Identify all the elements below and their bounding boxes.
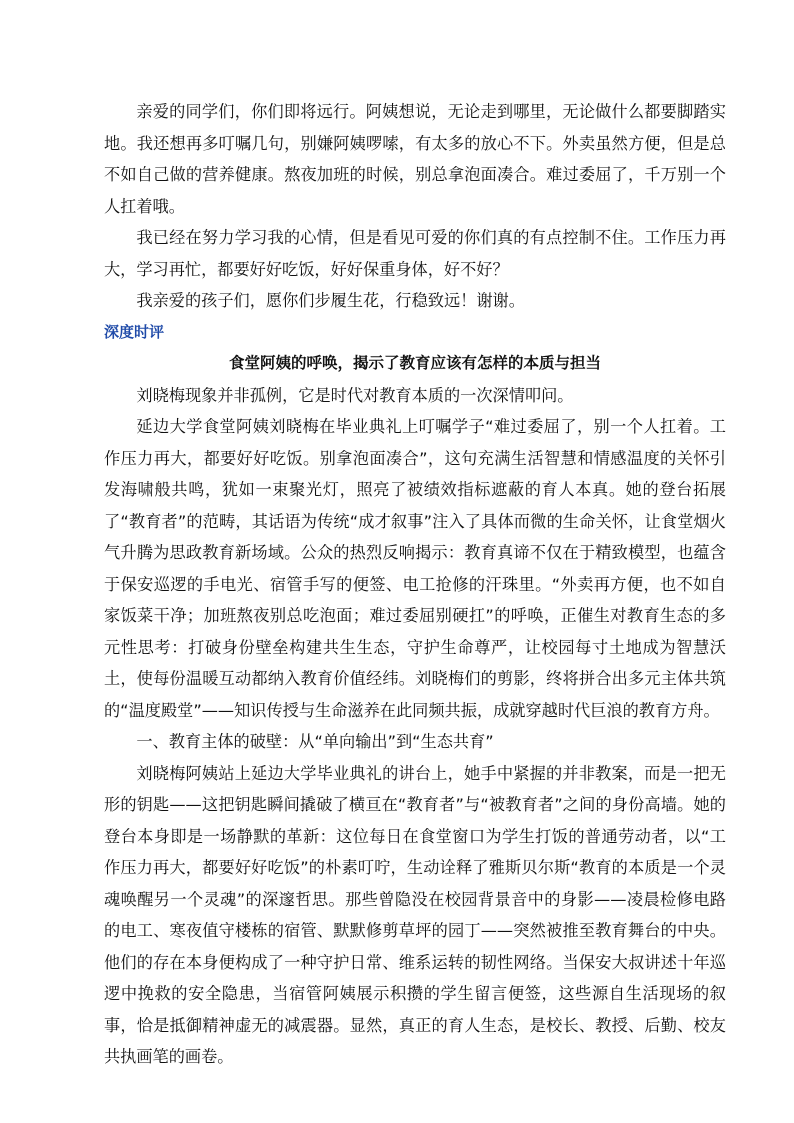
paragraph-section-one: 刘晓梅阿姨站上延边大学毕业典礼的讲台上，她手中紧握的并非教案，而是一把无形的钥匙——这把钥匙瞬间撬破了横亘在“教育者”与“被教育者”之间的身份高墙。她的登台本身即是一场静默的革新：这位每日在食堂窗口为学生打饭的普通劳动者，以“工作压力再大，都要好好吃饭”的朴素叮咛，生动诠释了雅斯贝尔斯“教育的本质是一个灵魂唤醒另一个灵魂”的深邃哲思。那些曾隐没在校园背景音中的身影——凌晨检修电路的电工、寒夜值守楼栋的宿管、默默修剪草坪的园丁——突然被推至教育舞台的中央。他们的存在本身便构成了一种守护日常、维系运转的韧性网络。当保安大叔讲述十年巡逻中挽救的安全隐患，当宿管阿姨展示积攒的学生留言便签，这些源自生活现场的叙事，恰是抵御精神虚无的减震器。显然，真正的育人生态，是校长、教授、后勤、校友共执画笔的画卷。 <box>104 763 726 1066</box>
paragraph-intro: 刘晓梅现象并非孤例，它是时代对教育本质的一次深情叩问。 <box>136 385 574 405</box>
paragraph-blessing: 我亲爱的孩子们，愿你们步履生花，行稳致远！谢谢。 <box>136 291 525 310</box>
paragraph-farewell: 亲爱的同学们，你们即将远行。阿姨想说，无论走到哪里，无论做什么都要脚踏实地。我还想再多叮嘱几句，别嫌阿姨啰嗦，有太多的放心不下。外卖虽然方便，但是总不如自己做的营养健康。熬夜加班的时候，别总拿泡面凑合。难过委屈了，千万别一个人扛着哦。 <box>104 102 726 216</box>
paragraph-commentary: 延边大学食堂阿姨刘晓梅在毕业典礼上叮嘱学子“难过委屈了，别一个人扛着。工作压力再大，都要好好吃饭。别拿泡面凑合”，这句充满生活智慧和情感温度的关怀引发海啸般共鸣，犹如一束聚光灯，照亮了被绩效指标遮蔽的育人本真。她的登台拓展了“教育者”的范畴，其话语为传统“成才叙事”注入了具体而微的生命关怀，让食堂烟火气升腾为思政教育新场域。公众的热烈反响揭示：教育真谛不仅在于精致模型，也蕴含于保安巡逻的手电光、宿管手写的便签、电工抢修的汗珠里。“外卖再方便，也不如自家饭菜干净；加班熬夜别总吃泡面；难过委屈别硬扛”的呼唤，正催生对教育生态的多元性思考：打破身份壁垒构建共生生态，守护生命尊严，让校园每寸土地成为智慧沃土，使每份温暖互动都纳入教育价值经纬。刘晓梅们的剪影，终将拼合出多元主体共筑的“温度殿堂”——知识传授与生命滋养在此同频共振，成就穿越时代巨浪的教育方舟。 <box>104 417 726 720</box>
paragraph-feelings: 我已经在努力学习我的心情，但是看见可爱的你们真的有点控制不住。工作压力再大，学习再忙，都要好好吃饭，好好保重身体，好不好？ <box>104 228 726 279</box>
section-label: 深度时评 <box>104 322 165 341</box>
subheading-section-one: 一、教育主体的破壁：从“单向输出”到“生态共育” <box>136 732 494 751</box>
article-headline: 食堂阿姨的呼唤，揭示了教育应该有怎样的本质与担当 <box>228 354 601 372</box>
document-page <box>104 96 726 1073</box>
